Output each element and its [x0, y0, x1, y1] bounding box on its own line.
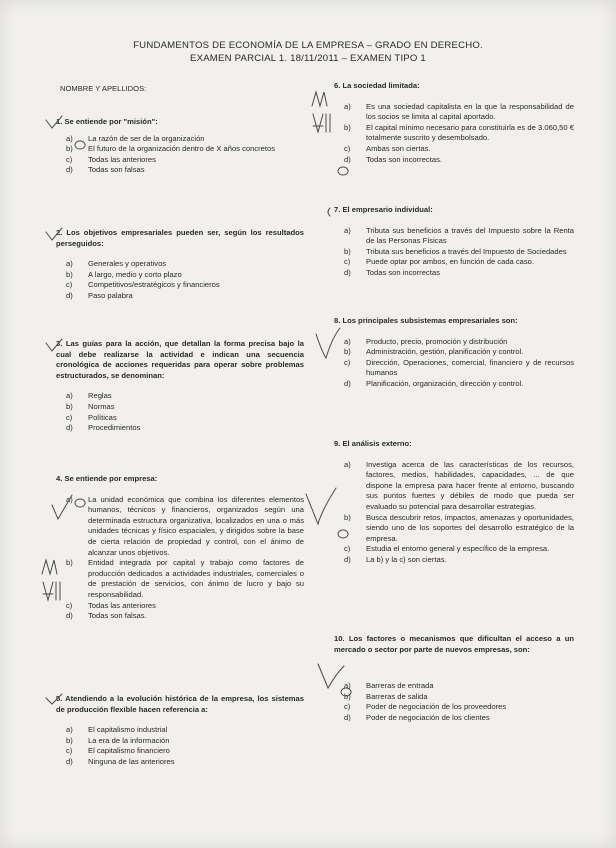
q10-option-a[interactable]: a) Barreras de entrada — [344, 681, 434, 691]
q10-answer-circle-icon — [341, 688, 351, 696]
q3-option-b[interactable]: b) Normas — [66, 401, 115, 411]
question-9-text: 9. El análisis externo: — [334, 439, 412, 448]
q3-check-icon — [46, 339, 62, 351]
q5-option-d[interactable]: d) Ninguna de las anteriores — [66, 756, 175, 766]
q6-option-d[interactable]: d) Todas son incorrectas. — [344, 154, 442, 164]
q6-answer-circle-icon — [338, 167, 348, 175]
q1-option-c[interactable]: c) Todas las anteriores — [66, 154, 156, 164]
q7-option-d[interactable]: d) Todas son incorrectas — [344, 267, 440, 277]
q8-check-icon — [316, 328, 340, 358]
q8-option-c[interactable]: c) Dirección, Operaciones, comercial, financiero y de recursos humanos — [344, 357, 574, 378]
q7-option-b[interactable]: b) Tributa sus beneficios a través del Impuesto de Sociedades — [344, 246, 567, 256]
q5-check-icon — [46, 694, 62, 704]
q7-bracket-icon — [328, 208, 330, 216]
name-field-label: NOMBRE Y APELLIDOS: — [60, 84, 147, 93]
q6-option-b[interactable]: b) El capital mínimo necesario para constituirla es de 3.060,50 € totalmente suscrito y desembolsado. — [344, 122, 574, 143]
q10-check-icon — [318, 664, 344, 688]
q2-option-a[interactable]: a) Generales y operativos — [66, 259, 167, 269]
q9-answer-circle-icon — [338, 530, 348, 538]
q8-option-a[interactable]: a) Producto, precio, promoción y distribución — [344, 336, 508, 346]
q3-option-a[interactable]: a) Reglas — [66, 391, 112, 401]
question-6-text: 6. La sociedad limitada: — [334, 81, 420, 90]
q3-option-c[interactable]: c) Políticas — [66, 412, 117, 422]
q10-option-d[interactable]: d) Poder de negociación de los clientes — [344, 712, 490, 722]
q7-option-a[interactable]: a) Tributa sus beneficios a través del Impuesto sobre la Renta de las Personas Físicas — [344, 225, 574, 246]
q10-option-c[interactable]: c) Poder de negociación de los proveedores — [344, 702, 507, 712]
question-7-text: 7. El empresario individual: — [334, 205, 433, 214]
q8-option-b[interactable]: b) Administración, gestión, planificación y control. — [344, 347, 524, 357]
question-4-text: 4. Se entiende por empresa: — [56, 474, 158, 483]
q4-option-b[interactable]: b) Entidad integrada por capital y trabajo como factores de producción dedicados a actividades industriales, comerciales o de prestación de servicios, con ánimo de lucro y bajo su responsabilidad. — [66, 558, 304, 599]
question-3-text: 3. Las guías para la acción, que detallan la forma precisa bajo la cual debe realizarse la actividad e indican una secuencia cronológica de acciones requeridas para operar sobre problemas estructurados, se denominan: — [56, 339, 304, 380]
question-2-text: 2. Los objetivos empresariales pueden ser, según los resultados perseguidos: — [56, 228, 304, 248]
q5-option-a[interactable]: a) El capitalismo industrial — [66, 725, 168, 735]
exam-subtitle: EXAMEN PARCIAL 1. 18/11/2011 – EXAMEN TIPO 1 — [190, 53, 426, 64]
q6-option-c[interactable]: c) Ambas son ciertas. — [344, 143, 431, 153]
q8-option-d[interactable]: d) Planificación, organización, dirección y control. — [344, 378, 524, 388]
q4-answer-circle-icon — [75, 499, 85, 507]
q1-option-b[interactable]: b) El futuro de la organización dentro de X años concretos — [66, 144, 276, 154]
q4-option-d[interactable]: d) Todas son falsas. — [66, 611, 147, 621]
q3-option-d[interactable]: d) Procedimientos — [66, 423, 141, 433]
q9-check-icon — [306, 488, 336, 524]
q5-option-c[interactable]: c) El capitalismo financiero — [66, 746, 170, 756]
q5-option-b[interactable]: b) La era de la información — [66, 735, 170, 745]
q9-option-b[interactable]: b) Busca descubrir retos, impactos, amenazas y oportunidades, siendo uno de los soportes del desarrollo estratégico de la empresa. — [344, 512, 574, 543]
q4-check-icon — [52, 495, 72, 519]
question-8-text: 8. Los principales subsistemas empresariales son: — [334, 316, 518, 325]
q9-option-a[interactable]: a) Investiga acerca de las características de los recursos, factores, medios, habilidades, capacidades, ... de que dispone la empresa para hacer frente al entorno, buscando sus puntos fuertes y débiles de modo que pueda ser evaluado su potencial para desarrollar estrategias. — [344, 459, 574, 511]
q1-answer-circle-icon — [75, 141, 85, 149]
q2-option-d[interactable]: d) Paso palabra — [66, 290, 133, 300]
q4-option-c[interactable]: c) Todas las anteriores — [66, 600, 156, 610]
q6-option-a[interactable]: a) Es una sociedad capitalista en la que la responsabilidad de los socios se limita al capital aportado. — [344, 101, 574, 122]
q7-option-c[interactable]: c) Puede optar por ambos, en función de cada caso. — [344, 257, 535, 267]
question-1-text: 1. Se entiende por "misión": — [56, 117, 158, 126]
q1-check-icon — [46, 116, 62, 128]
q6-signature-icon — [312, 92, 330, 132]
q2-check-icon — [46, 228, 62, 240]
q1-option-d[interactable]: d) Todas son falsas — [66, 165, 145, 175]
q9-option-d[interactable]: d) La b) y la c) son ciertas. — [344, 554, 447, 564]
exam-title: FUNDAMENTOS DE ECONOMÍA DE LA EMPRESA – GRADO EN DERECHO. — [133, 40, 483, 51]
q4-option-a[interactable]: a) La unidad económica que combina los diferentes elementos humanos, técnicos y financieros, organizados según una determinada estructura organizativa, localizados en una o más unidades técnicas y físico espaciales, y dirigidos sobre la base de cierta relación de propiedad y control, con el ánimo de alcanzar unos objetivos. — [66, 494, 304, 557]
q2-option-c[interactable]: c) Competitivos/estratégicos y financieros — [66, 280, 220, 290]
question-10-text: 10. Los factores o mecanismos que dificultan el acceso a un mercado o sector por parte de nuevos empresas, son: — [334, 634, 574, 654]
question-5-text: 5. Atendiendo a la evolución histórica de la empresa, los sistemas de producción flexible hacen referencia a: — [56, 694, 304, 714]
q1-option-a[interactable]: a) La razón de ser de la organización — [66, 133, 205, 143]
q9-option-c[interactable]: c) Estudia el entorno general y específico de la empresa. — [344, 544, 550, 554]
q4-signature-icon — [42, 560, 60, 600]
q2-option-b[interactable]: b) A largo, medio y corto plazo — [66, 269, 182, 279]
q10-option-b[interactable]: b) Barreras de salida — [344, 691, 428, 701]
